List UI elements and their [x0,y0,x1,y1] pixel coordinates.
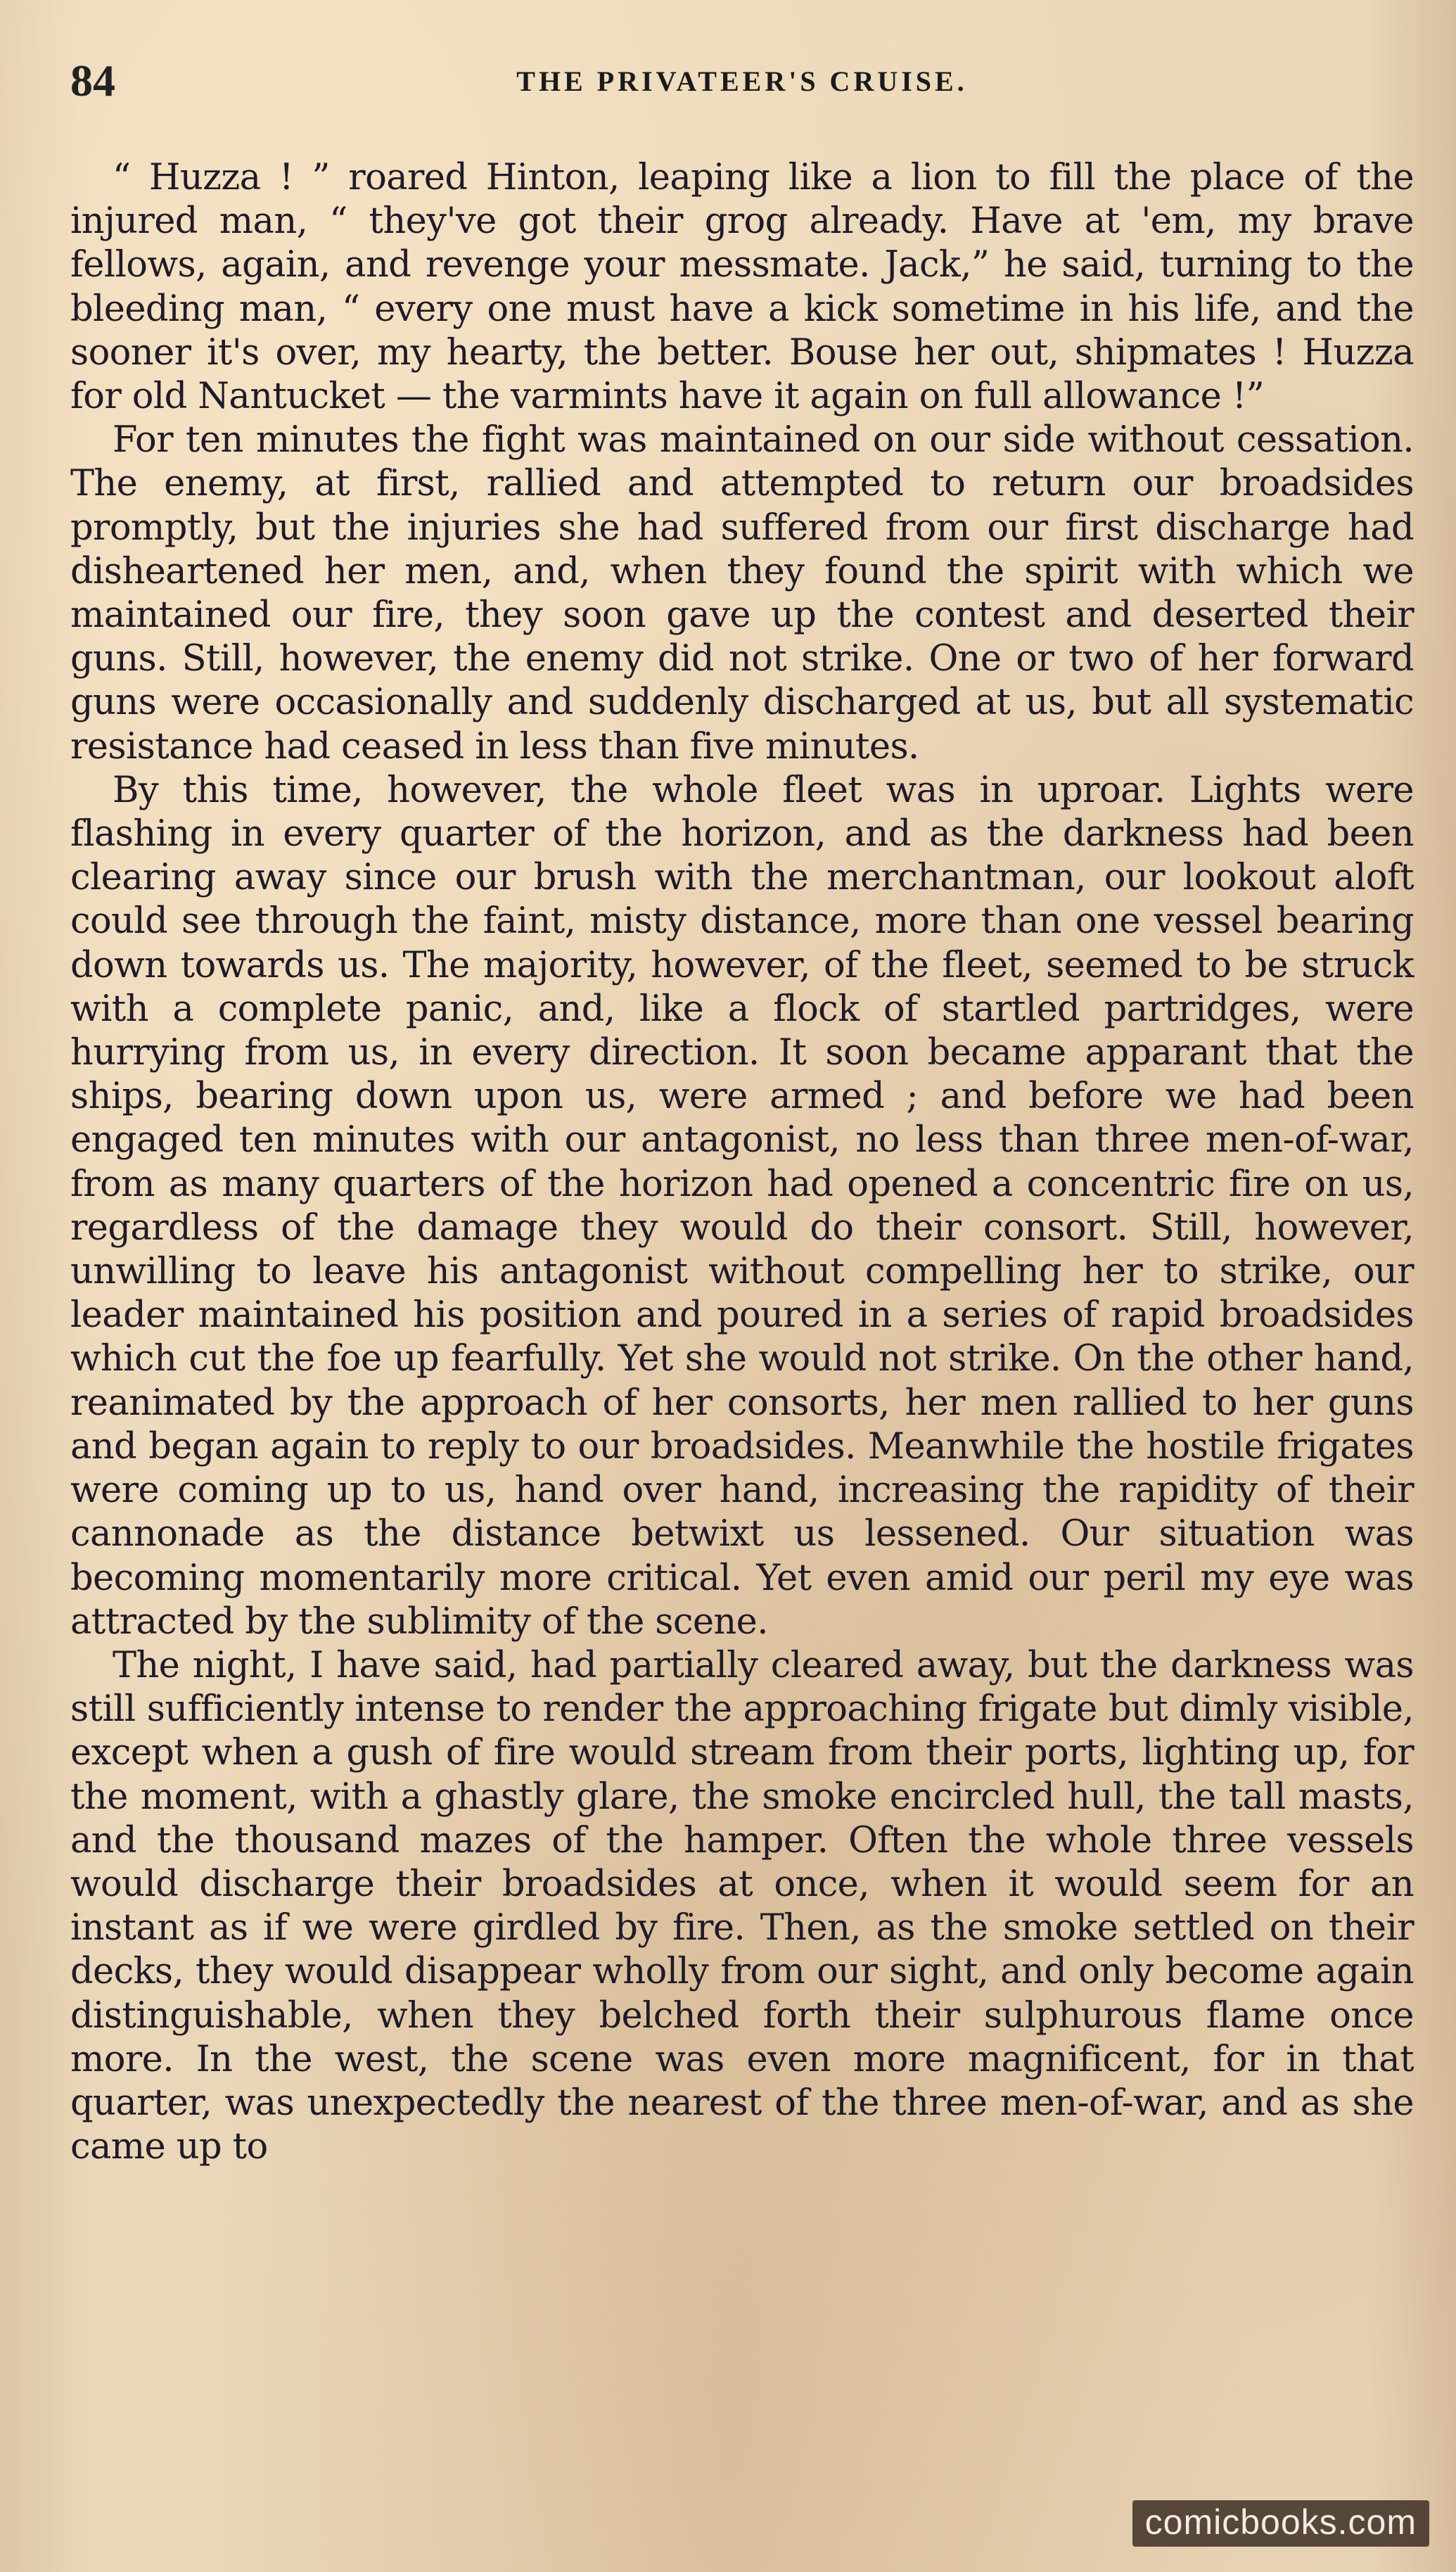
paragraph-huzza: “ Huzza ! ” roared Hinton, leaping like a lion to fill the place of the injured man, “ they've got their grog already. Have at 'em, my brave fellows, again, and revenge your messmate. Jack,” he said, turning to the bleeding man, “ every one must have a kick sometime in his life, and the sooner it's over, my hearty, the better. Bouse her out, shipmates ! Huzza for old Nantucket — the varmints have it again on full allowance !” [70,157,1414,418]
page-number: 84 [70,56,115,106]
body-text [70,156,1414,2169]
running-head [70,55,1414,111]
paragraph-ten-minutes: For ten minutes the fight was maintained on our side without cessation. The enemy, at first, rallied and attempted to return our broadsides promptly, but the injuries she had suffered from our first discharge had disheartened her men, and, when they found the spirit with which we maintained our fire, they soon gave up the contest and deserted their guns. Still, however, the enemy did not strike. One or two of her forward guns were occasionally and suddenly discharged at us, but all systematic resistance had ceased in less than five minutes. [70,419,1414,768]
paragraph-fleet-uproar: By this time, however, the whole fleet was in uproar. Lights were flashing in every quarter of the horizon, and as the darkness had been clearing away since our brush with the merchantman, our lookout aloft could see through the faint, misty distance, more than one vessel bearing down towards us. The majority, however, of the fleet, seemed to be struck with a complete panic, and, like a flock of startled partridges, were hurrying from us, in every direction. It soon became apparant that the ships, bearing down upon us, were armed ; and before we had been engaged ten minutes with our antagonist, no less than three men-of-war, from as many quarters of the horizon had opened a concentric fire on us, regardless of the damage they would do their consort. Still, however, unwilling to leave his antagonist without compelling her to strike, our leader maintained his position and poured in a series of rapid broadsides which cut the foe up fearfully. Yet she would not strike. On the other hand, reanimated by the approach of her consorts, her men rallied to her guns and began again to reply to our broadsides. Meanwhile the hostile frigates were coming up to us, hand over hand, increasing the rapidity of their cannonade as the distance betwixt us lessened. Our situation was becoming momentarily more critical. Yet even amid our peril my eye was attracted by the sublimity of the scene. [70,769,1414,1643]
running-title: THE PRIVATEER'S CRUISE. [516,65,968,97]
paragraph-night-scene: The night, I have said, had partially cleared away, but the darkness was still sufficiently intense to render the approaching frigate but dimly visible, except when a gush of fire would stream from their ports, lighting up, for the moment, with a ghastly glare, the smoke encircled hull, the tall masts, and the thousand mazes of the hamper. Often the whole three vessels would discharge their broadsides at once, when it would seem for an instant as if we were girdled by fire. Then, as the smoke settled on their decks, they would disappear wholly from our sight, and only become again distinguishable, when they belched forth their sulphurous flame once more. In the west, the scene was even more magnificent, for in that quarter, was unexpectedly the nearest of the three men-of-war, and as she came up to [70,1644,1414,2168]
source-watermark: comicbooks.com [1132,2500,1429,2547]
